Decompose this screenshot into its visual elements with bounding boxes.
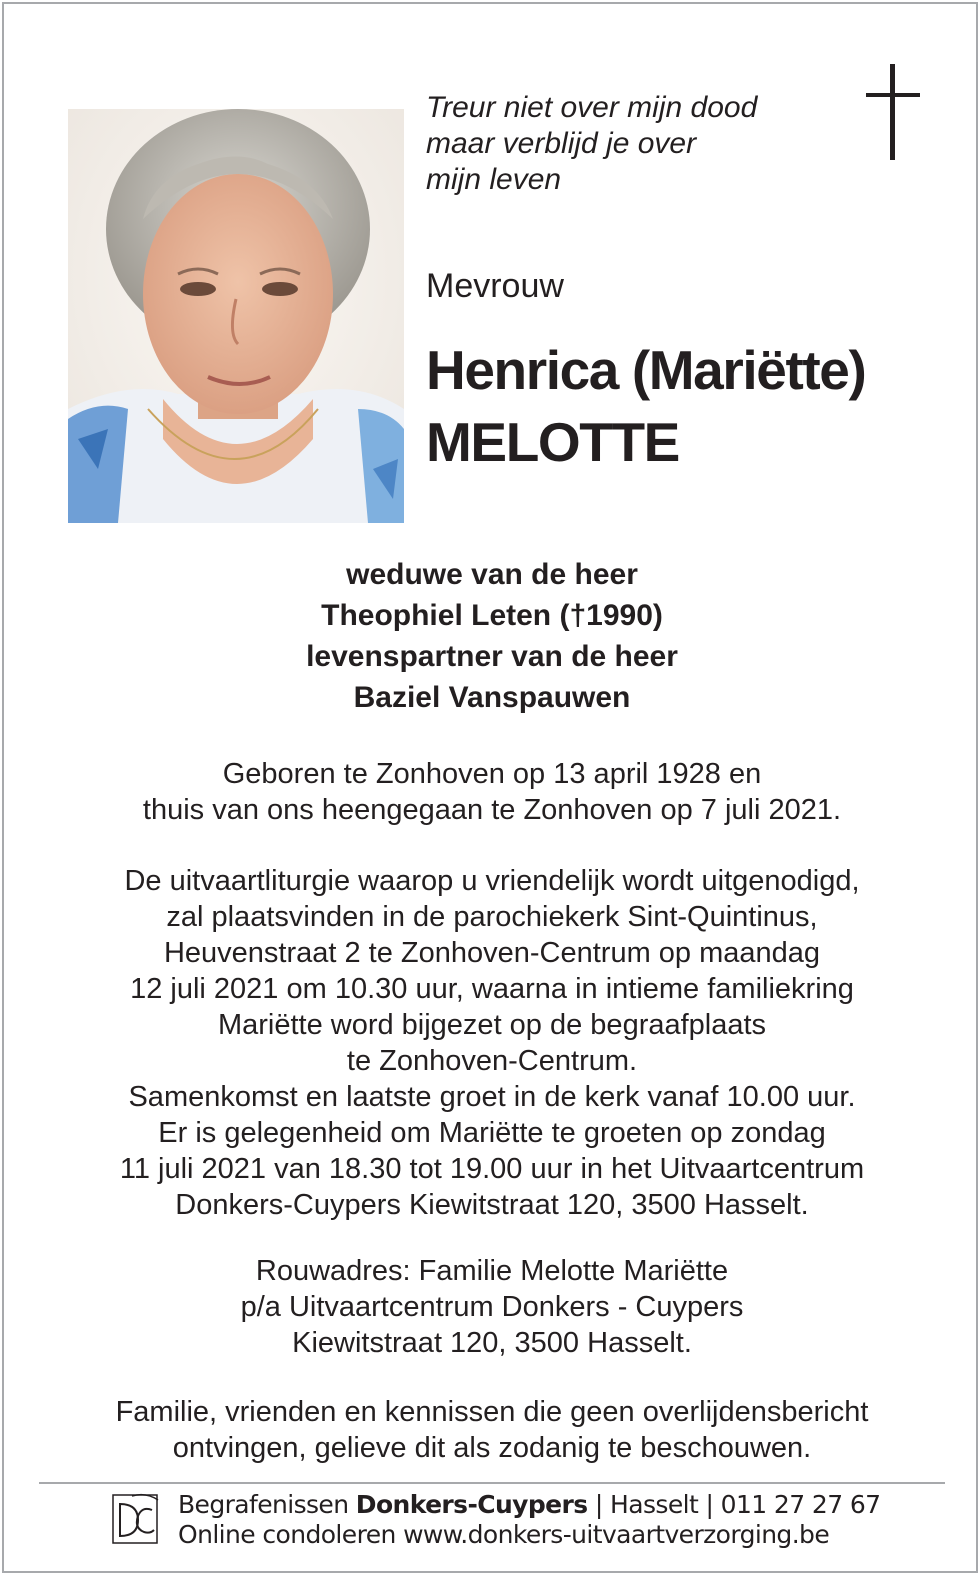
birth-death-line: Geboren te Zonhoven op 13 april 1928 en xyxy=(222,758,762,790)
funeral-info-line: 11 juli 2021 van 18.30 tot 19.00 uur in het Uitvaartcentrum xyxy=(119,1153,865,1185)
funeral-info-line: Mariëtte word bijgezet op de begraafplaats xyxy=(217,1009,767,1041)
footer-divider xyxy=(39,1482,945,1484)
quote-line: Treur niet over mijn dood xyxy=(426,91,758,124)
relation-line: Baziel Vanspauwen xyxy=(353,681,631,714)
relation-line: levenspartner van de heer xyxy=(306,640,678,673)
memorial-quote xyxy=(426,90,846,198)
footer-prefix: Begrafenissen xyxy=(178,1490,356,1519)
funeral-info-line: Heuvenstraat 2 te Zonhoven-Centrum op maandag xyxy=(163,937,821,969)
latin-cross-icon xyxy=(862,64,924,164)
closing-note-line: Familie, vrienden en kennissen die geen overlijdensbericht xyxy=(115,1396,869,1428)
deceased-name xyxy=(426,334,865,478)
relations-block xyxy=(4,554,980,718)
portrait-photo xyxy=(68,109,404,523)
dc-monogram-logo xyxy=(112,1492,162,1546)
footer-company: Donkers-Cuypers xyxy=(355,1490,588,1519)
funeral-info-line: De uitvaartliturgie waarop u vriendelijk wordt uitgenodigd, xyxy=(124,865,860,897)
relation-line: weduwe van de heer xyxy=(346,558,638,591)
mourning-address-block xyxy=(4,1253,980,1361)
honorific-title: Mevrouw xyxy=(426,267,564,305)
funeral-info-line: Er is gelegenheid om Mariëtte te groeten op zondag xyxy=(158,1117,826,1149)
birth-death-block xyxy=(4,756,980,828)
funeral-info-line: zal plaatsvinden in de parochiekerk Sint-Quintinus, xyxy=(166,901,818,933)
funeral-info-block xyxy=(4,863,980,1223)
birth-death-line: thuis van ons heengegaan te Zonhoven op 7 juli 2021. xyxy=(142,794,842,826)
closing-note-line: ontvingen, gelieve dit als zodanig te beschouwen. xyxy=(172,1432,812,1464)
footer-line-1 xyxy=(178,1490,880,1520)
closing-note-block xyxy=(4,1394,980,1466)
funeral-info-line: 12 juli 2021 om 10.30 uur, waarna in intieme familiekring xyxy=(130,973,854,1005)
obituary-card xyxy=(2,2,978,1573)
deceased-last-name: MELOTTE xyxy=(426,411,679,473)
quote-line: maar verblijd je over xyxy=(426,127,697,160)
footer-line-2: Online condoleren www.donkers-uitvaartverzorging.be xyxy=(178,1520,830,1549)
deceased-first-name: Henrica (Mariëtte) xyxy=(426,339,866,401)
mourning-address-line: p/a Uitvaartcentrum Donkers - Cuypers xyxy=(240,1291,744,1323)
funeral-info-line: Samenkomst en laatste groet in de kerk vanaf 10.00 uur. xyxy=(128,1081,856,1113)
relation-line: Theophiel Leten (†1990) xyxy=(321,599,663,632)
funeral-info-line: te Zonhoven-Centrum. xyxy=(346,1045,638,1077)
footer-location-phone: | Hasselt | 011 27 27 67 xyxy=(587,1490,881,1519)
quote-line: mijn leven xyxy=(426,163,562,196)
footer-contact xyxy=(178,1490,880,1550)
mourning-address-line: Rouwadres: Familie Melotte Mariëtte xyxy=(255,1255,729,1287)
funeral-info-line: Donkers-Cuypers Kiewitstraat 120, 3500 Hasselt. xyxy=(175,1189,809,1221)
mourning-address-line: Kiewitstraat 120, 3500 Hasselt. xyxy=(292,1327,692,1359)
portrait-illustration xyxy=(68,109,404,523)
